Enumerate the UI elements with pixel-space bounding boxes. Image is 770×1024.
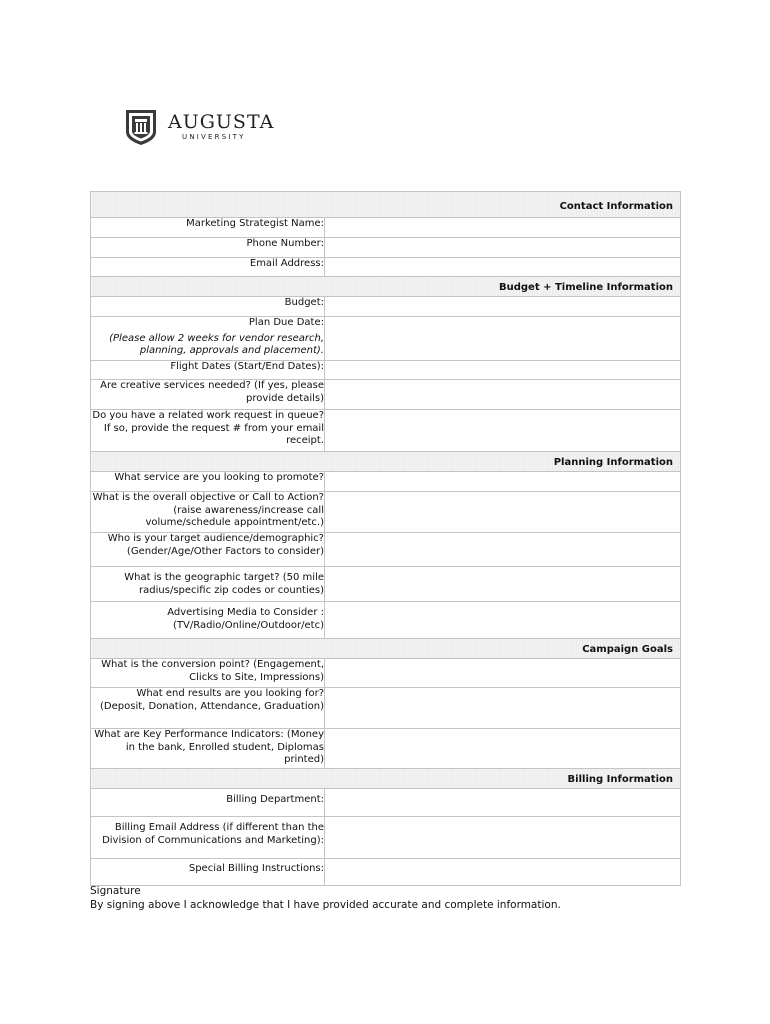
logo-name: AUGUSTA (168, 111, 275, 133)
form-row (91, 410, 681, 452)
field-label: Plan Due Date: (248, 317, 324, 328)
section-title-campaign-goals: Campaign Goals (91, 639, 681, 659)
form-row (91, 317, 681, 361)
objective-call-to-action-field[interactable] (325, 492, 681, 533)
field-label: What is the conversion point? (Engagement, Clicks to Site, Impressions) (91, 659, 325, 688)
form-row (91, 238, 681, 258)
section-header (91, 769, 681, 789)
budget-field[interactable] (325, 297, 681, 317)
field-label: What service are you looking to promote? (91, 472, 325, 492)
logo-subtitle: UNIVERSITY (182, 133, 246, 141)
form-row (91, 492, 681, 533)
email-address-field[interactable] (325, 258, 681, 277)
section-title-budget-timeline: Budget + Timeline Information (91, 277, 681, 297)
plan-due-date-field[interactable] (325, 317, 681, 361)
advertising-media-field[interactable] (325, 602, 681, 639)
flight-dates-field[interactable] (325, 361, 681, 380)
form-row (91, 859, 681, 886)
field-label: Budget: (91, 297, 325, 317)
field-label: Flight Dates (Start/End Dates): (91, 361, 325, 380)
marketing-request-form (90, 191, 681, 886)
form-row (91, 380, 681, 410)
section-header (91, 639, 681, 659)
augusta-university-logo (124, 108, 274, 146)
form-row (91, 472, 681, 492)
form-row (91, 361, 681, 380)
form-row (91, 258, 681, 277)
billing-email-address-field[interactable] (325, 817, 681, 859)
billing-department-field[interactable] (325, 789, 681, 817)
signature-label: Signature (90, 885, 141, 897)
field-note: (Please allow 2 weeks for vendor research, planning, approvals and placement). (109, 332, 324, 356)
field-label: Advertising Media to Consider : (TV/Radio/Online/Outdoor/etc) (91, 602, 325, 639)
related-work-request-field[interactable] (325, 410, 681, 452)
field-label: Marketing Strategist Name: (91, 218, 325, 238)
field-label: What is the geographic target? (50 mile radius/specific zip codes or counties) (91, 567, 325, 602)
field-label: Billing Department: (91, 789, 325, 817)
field-label: What is the overall objective or Call to Action? (raise awareness/increase call volume/schedule appointment/etc.) (91, 492, 325, 533)
key-performance-indicators-field[interactable] (325, 729, 681, 769)
section-header (91, 192, 681, 218)
form-row (91, 567, 681, 602)
form-row (91, 218, 681, 238)
section-header (91, 452, 681, 472)
creative-services-field[interactable] (325, 380, 681, 410)
field-label: Who is your target audience/demographic? (Gender/Age/Other Factors to consider) (91, 533, 325, 567)
field-label: Billing Email Address (if different than the Division of Communications and Marketing): (91, 817, 325, 859)
field-label: Are creative services needed? (If yes, please provide details) (91, 380, 325, 410)
phone-number-field[interactable] (325, 238, 681, 258)
section-title-planning: Planning Information (91, 452, 681, 472)
field-label: What end results are you looking for? (Deposit, Donation, Attendance, Graduation) (91, 688, 325, 729)
field-label-group (91, 317, 325, 361)
form-row (91, 789, 681, 817)
end-results-field[interactable] (325, 688, 681, 729)
section-title-contact: Contact Information (91, 192, 681, 218)
conversion-point-field[interactable] (325, 659, 681, 688)
section-title-billing: Billing Information (91, 769, 681, 789)
field-label: Phone Number: (91, 238, 325, 258)
form-row (91, 688, 681, 729)
field-label: Special Billing Instructions: (91, 859, 325, 886)
section-header (91, 277, 681, 297)
field-label: Do you have a related work request in queue? If so, provide the request # from your email receipt. (91, 410, 325, 452)
form-row (91, 729, 681, 769)
form-row (91, 533, 681, 567)
form-row (91, 817, 681, 859)
service-to-promote-field[interactable] (325, 472, 681, 492)
geographic-target-field[interactable] (325, 567, 681, 602)
signature-block (90, 884, 561, 912)
signature-statement: By signing above I acknowledge that I have provided accurate and complete information. (90, 899, 561, 911)
target-audience-field[interactable] (325, 533, 681, 567)
field-label: Email Address: (91, 258, 325, 277)
form-row (91, 297, 681, 317)
form-row (91, 659, 681, 688)
university-shield-icon (124, 108, 158, 146)
special-billing-instructions-field[interactable] (325, 859, 681, 886)
marketing-strategist-name-field[interactable] (325, 218, 681, 238)
form-row (91, 602, 681, 639)
field-label: What are Key Performance Indicators: (Money in the bank, Enrolled student, Diplomas printed) (91, 729, 325, 769)
